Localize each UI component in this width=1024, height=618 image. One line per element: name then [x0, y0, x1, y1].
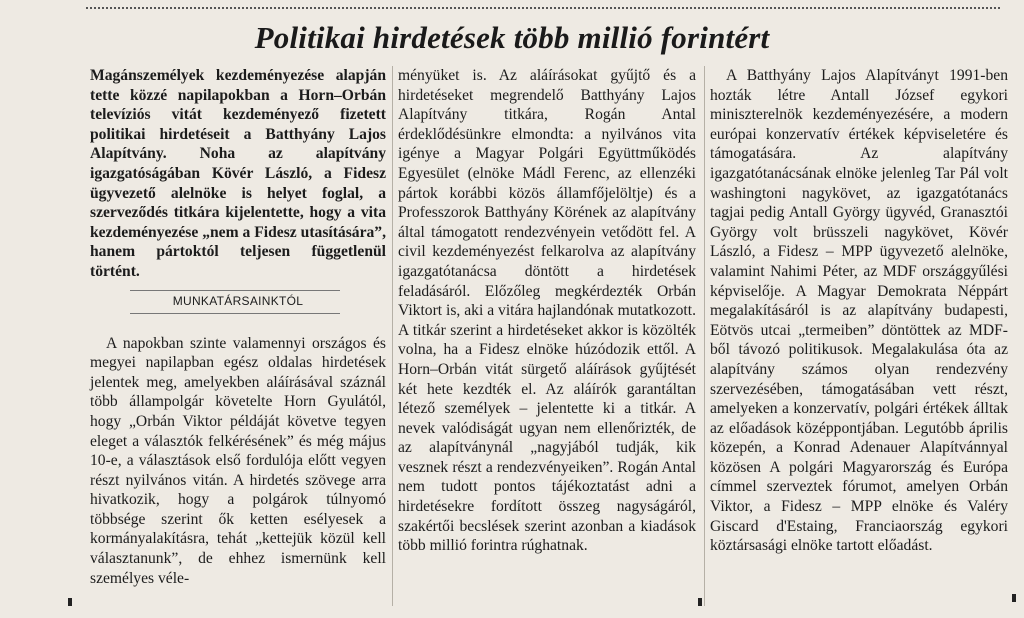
body-paragraph: ményüket is. Az aláírásokat gyűjtő és a hirdetéseket megrendelő Batthyány Lajos Alapítvány titkára, Rogán Antal érdeklődésünkre elmondta: a nyilvános vita igénye a Magyar Polgári Együttműködés Egyesület (elnöke Mádl Ferenc, az ellenzéki pártok korábbi közös államfőjelöltje) és a Professzorok Batthyány Körének az alapítvány által támogatott rendezvényein vetődött fel. A civil kezdeményezést felkarolva az alapítvány igazgatótanácsa döntött a hirdetések feladásáról. Előzőleg megkérdezték Orbán Viktort is, aki a vitára hajlandónak mutatkozott. A titkár szerint a hirdetéseket akkor is közölték volna, ha a Fidesz elnöke húzódozik ettől. A Horn–Orbán vitát sürgető aláírások gyűjtését két hete kezdték el. Az aláírók garantáltan létező személyek – jelentette ki a titkár. A nevek valódiságát ugyan nem ellenőrizték, de az alapítványnál „nagyjából tudják, kik vesznek részt a rendezvényeiken”. Rogán Antal nem tudott pontos tájékoztatást adni a hirdetésekre fordított összeg nagyságáról, szakértői becslések szerint azonban a kiadások több millió forintra rúghatnak. [398, 67, 696, 555]
column-3 [710, 66, 1008, 556]
byline-rule-top [130, 290, 340, 291]
print-mark [698, 598, 702, 606]
print-mark [1012, 594, 1016, 602]
column-divider [704, 66, 705, 606]
byline-rule-bottom [130, 313, 340, 314]
column-1 [90, 66, 386, 588]
column-1-body [90, 334, 386, 589]
byline: MUNKATÁRSAINKTÓL [172, 293, 304, 308]
lead-paragraph: Magánszemélyek kezdeményezése alapján tette közzé napilapokban a Horn–Orbán televíziós vitát kezdeményező fizetett politikai hirdetéseit a Batthyány Lajos Alapítvány. Noha az alapítvány igazgatóságában Kövér László, a Fidesz ügyvezető alelnöke is helyet foglal, a szerveződés titkára kijelentette, hogy a vita kezdeményezése „nem a Fidesz utasítására”, hanem pártoktól teljesen függetlenül történt. [90, 67, 386, 280]
body-paragraph: A Batthyány Lajos Alapítványt 1991-ben hozták létre Antall József egykori miniszterelnök kezdeményezésére, a modern európai konzervatív értékek képviseletére és támogatására. Az alapítvány igazgatótanácsának elnöke jelenleg Tar Pál volt washingtoni nagykövet, az igazgatótanács tagjai pedig Antall György ügyvéd, Granasztói György volt brüsszeli nagykövet, Kövér László, a Fidesz – MPP ügyvezető alelnöke, valamint Nahimi Péter, az MDF országgyűlési képviselője. A Magyar Demokrata Néppárt megalakításáról is az alapítvány budapesti, Eötvös utcai „termeiben” döntöttek az MDF-ből távozó politikusok. Megalakulása óta az alapítvány számos olyan rendezvény szervezésében, támogatásában vett részt, amelyeken a konzervatív, polgári értékek álltak az előadások középpontjában. Legutóbb április közepén, a Konrad Adenauer Alapítvánnyal közösen A polgári Magyarország és Európa címmel szerveztek fórumot, amelyen Orbán Viktor, a Fidesz – MPP elnöke és Valéry Giscard d'Estaing, Franciaország egykori köztársasági elnöke tartott előadást. [710, 67, 1008, 555]
article-lead [90, 66, 386, 282]
print-mark [68, 598, 72, 606]
article-headline: Politikai hirdetések több millió forintért [254, 20, 770, 55]
column-2 [398, 66, 696, 556]
body-paragraph: A napokban szinte valamennyi országos és megyei napilapban egész oldalas hirdetések jelentek meg, amelyekben aláírásával száznál több állampolgár követelte Horn Gyulától, hogy „Orbán Viktor példáját követve tegyen eleget a választók felkérésének” és még május 10-e, a választások első fordulója előtt vegyen részt nyilvános vitán. A hirdetés szövege arra hivatkozik, hogy a polgárok túlnyomó többsége szerint ők ketten esélyesek a kormányalakításra, tehát „kettejük közül kell választanunk”, de ehhez ismernünk kell személyes véle- [90, 334, 386, 587]
column-divider [392, 66, 393, 606]
top-dotted-rule [86, 7, 1000, 9]
